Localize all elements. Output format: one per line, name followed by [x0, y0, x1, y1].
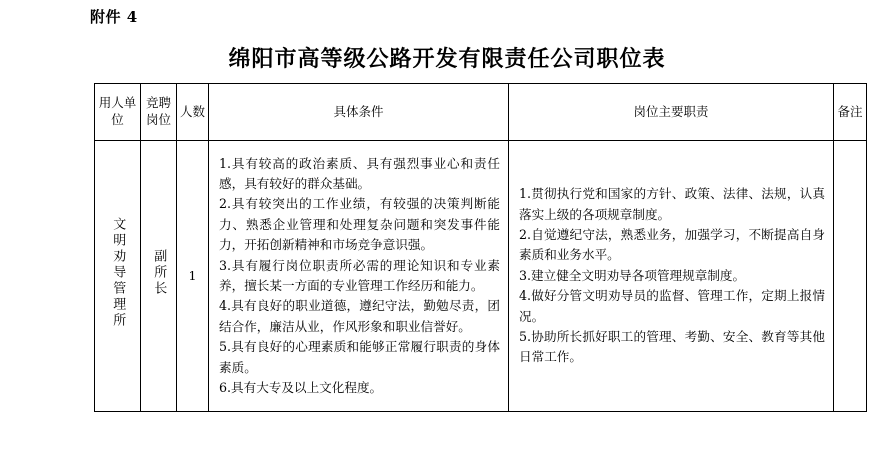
conditions-list	[209, 148, 508, 405]
condition-item: 6.具有大专及以上文化程度。	[219, 379, 383, 395]
header-cell-unit	[95, 84, 141, 141]
unit-value: 文明劝导管理所	[110, 217, 126, 330]
condition-item: 2.具有较突出的工作业绩，有较强的决策判断能力、熟悉企业管理和处理复杂问题和突发事件能力，开拓创新精神和市场竞争意识强。	[219, 196, 500, 253]
condition-item: 1.具有较高的政治素质、具有强烈事业心和责任感，具有较好的群众基础。	[219, 155, 500, 192]
header-cell-count	[177, 84, 209, 141]
table-row	[95, 141, 867, 412]
count-value: 1	[188, 268, 197, 284]
duty-item: 4.做好分管文明劝导员的监督、管理工作，定期上报情况。	[519, 288, 825, 324]
job-position-table	[94, 83, 867, 412]
post-value: 副所长	[151, 249, 167, 298]
header-cell-conditions	[209, 84, 509, 141]
cell-note	[834, 141, 867, 412]
header-cell-duties	[509, 84, 834, 141]
page-title: 绵阳市高等级公路开发有限责任公司职位表	[228, 46, 666, 72]
header-conditions-label: 具体条件	[333, 104, 384, 120]
duties-list	[509, 178, 833, 374]
header-cell-note	[834, 84, 867, 141]
duty-item: 2.自觉遵纪守法，熟悉业务，加强学习，不断提高自身素质和业务水平。	[519, 227, 825, 263]
header-cell-post	[141, 84, 177, 141]
cell-conditions	[209, 141, 509, 412]
header-note-label: 备注	[837, 103, 863, 119]
table-header-row	[95, 84, 867, 141]
attachment-label: 附件 4	[90, 8, 138, 26]
cell-post	[141, 141, 177, 412]
condition-item: 4.具有良好的职业道德，遵纪守法，勤勉尽责，团结合作，廉洁从业，作风形象和职业信誉好。	[219, 298, 500, 334]
cell-unit	[95, 141, 141, 412]
header-duties-label: 岗位主要职责	[633, 104, 709, 120]
duty-item: 5.协助所长抓好职工的管理、考勤、安全、教育等其他日常工作。	[519, 328, 825, 365]
condition-item: 5.具有良好的心理素质和能够正常履行职责的身体素质。	[219, 339, 500, 375]
header-unit-line1: 用人单位	[98, 95, 137, 127]
condition-item: 3.具有履行岗位职责所必需的理论知识和专业素养，擅长某一方面的专业管理工作经历和能力。	[219, 257, 500, 293]
header-post-label: 竞聘岗位	[145, 95, 171, 127]
duty-item: 1.贯彻执行党和国家的方针、政策、法律、法规，认真落实上级的各项规章制度。	[519, 186, 825, 222]
cell-duties	[509, 141, 834, 412]
header-count-label: 人数	[179, 103, 205, 119]
cell-count	[177, 141, 209, 412]
duty-item: 3.建立健全文明劝导各项管理规章制度。	[519, 267, 746, 283]
